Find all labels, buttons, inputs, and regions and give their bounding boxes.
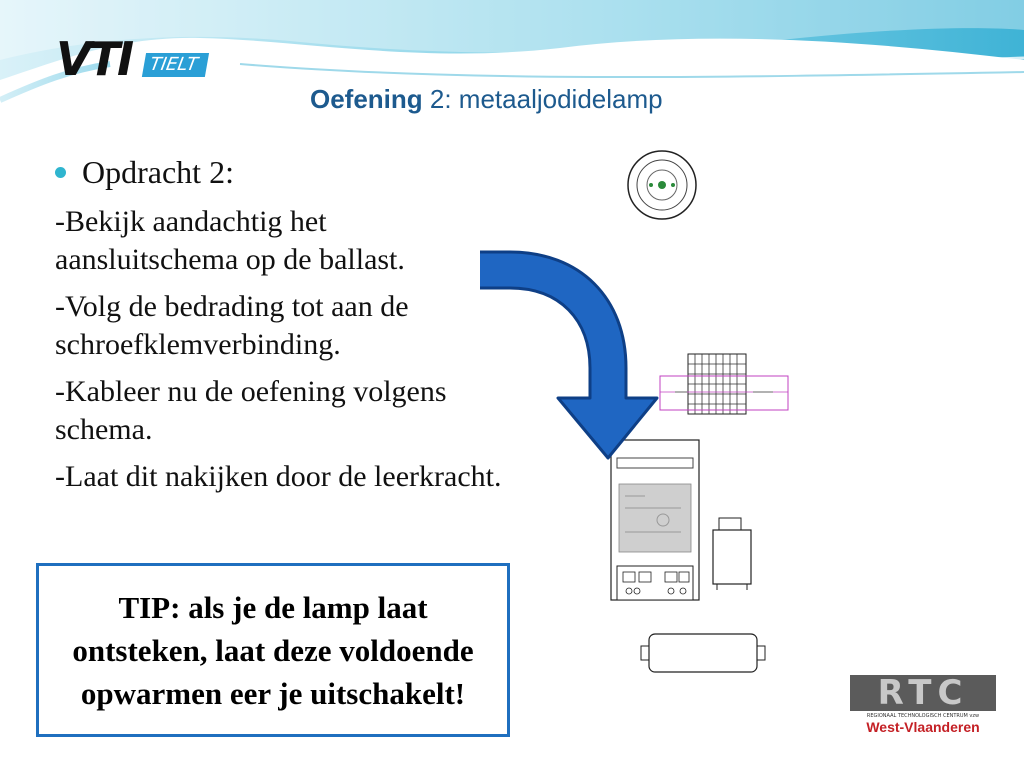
bullet-item — [55, 150, 505, 194]
instructions — [55, 150, 505, 496]
slide-title — [310, 84, 663, 115]
capacitor-drawing — [641, 634, 765, 672]
rtc-letters: RTC — [850, 675, 996, 711]
bullet-text: Opdracht 2: — [82, 154, 234, 190]
logo-sub-text: TIELT — [142, 53, 210, 77]
slide-title-rest: 2: metaaljodidelamp — [422, 84, 663, 114]
ballast-drawing — [611, 440, 699, 600]
rtc-logo — [850, 675, 996, 735]
tip-box — [36, 563, 510, 737]
instruction-paragraph: -Bekijk aandachtig het aansluitschema op de ballast. — [55, 205, 405, 276]
bullet-dot-icon — [55, 167, 66, 178]
slide-title-bold: Oefening — [310, 84, 423, 114]
vti-tielt-logo — [44, 32, 244, 96]
rtc-subtitle: REGIONAAL TECHNOLOGISCH CENTRUM vzw — [866, 713, 980, 719]
logo-main-text: VTI — [56, 32, 132, 86]
tip-text: TIP: als je de lamp laat ontsteken, laat deze voldoende opwarmen eer je uitschakelt! — [72, 589, 474, 711]
curved-down-arrow-icon — [480, 248, 680, 463]
instruction-paragraph: -Kableer nu de oefening volgens schema. — [55, 375, 447, 446]
instruction-paragraph: -Laat dit nakijken door de leerkracht. — [55, 460, 502, 493]
instruction-paragraph: -Volg de bedrading tot aan de schroefklemverbinding. — [55, 290, 409, 361]
rtc-region: West-Vlaanderen — [850, 720, 996, 735]
